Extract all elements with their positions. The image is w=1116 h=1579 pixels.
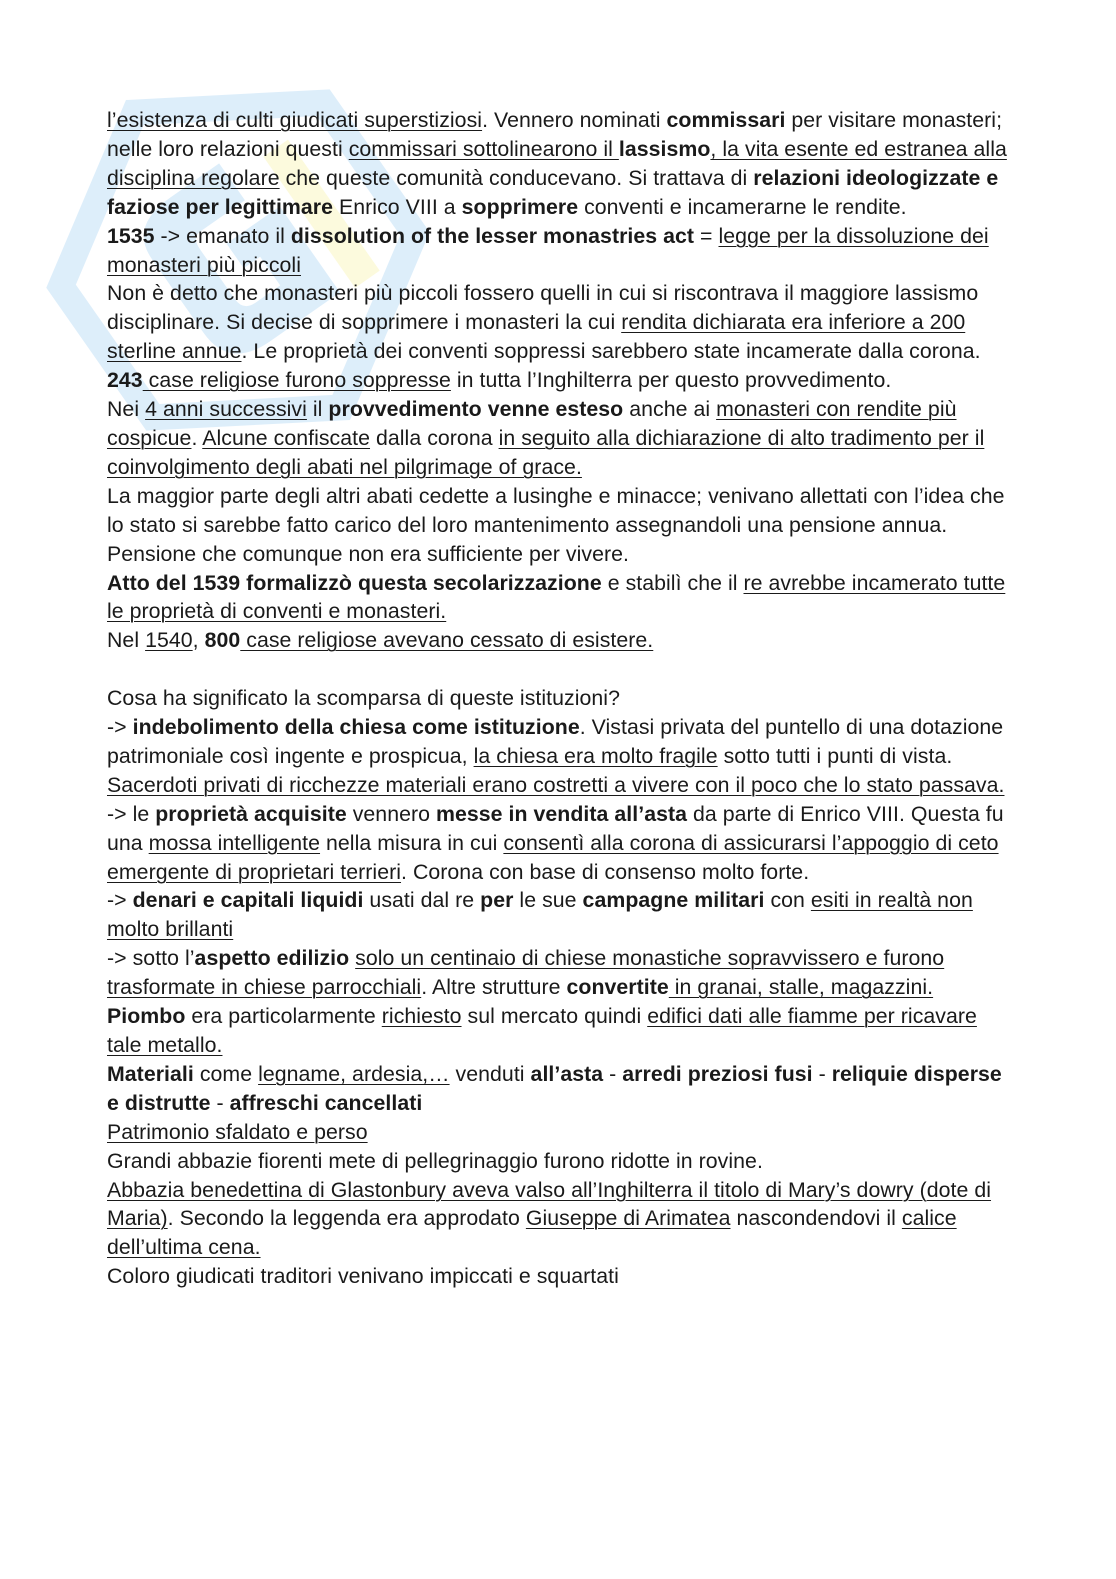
bold-text: arredi preziosi fusi: [622, 1061, 813, 1086]
bold-text: Piombo: [107, 1004, 186, 1029]
paragraph: [107, 222, 1017, 280]
text-run: dalla corona: [370, 425, 499, 450]
paragraph: [107, 800, 1017, 887]
text-run: . Le proprietà dei conventi soppressi sarebbero state incamerate dalla corona.: [241, 339, 981, 364]
paragraph: [107, 279, 1017, 395]
bold-text: dissolution of the lesser monastries act: [290, 223, 695, 248]
underlined-text: 1540: [145, 628, 193, 653]
paragraph: [107, 1176, 1017, 1263]
bold-text: 800: [204, 628, 241, 653]
text-run: ->: [107, 888, 133, 913]
bold-text: relazioni ideologizzate e faziose per legittimare: [107, 165, 999, 219]
underlined-text: commissari sottolinearono il: [348, 136, 619, 161]
paragraph: [107, 1002, 1017, 1060]
text-run: Grandi abbazie fiorenti mete di pellegrinaggio furono ridotte in rovine.: [107, 1148, 763, 1173]
text-run: Cosa ha significato la scomparsa di queste istituzioni?: [107, 686, 620, 711]
text-run: ,: [192, 628, 205, 653]
paragraph: [107, 1262, 1017, 1291]
underlined-text: , la vita esente ed estranea alla disciplina regolare: [107, 136, 1007, 190]
text-run: Nel: [107, 628, 146, 653]
underlined-text: in granai, stalle, magazzini.: [668, 975, 934, 1000]
text-run: La maggior parte degli altri abati cedette a lusinghe e minacce; venivano allettati con l’idea che lo stato si sarebbe fatto carico del loro mantenimento assegnandoli una pensione annua. Pensione che comunque non era sufficiente per vivere.: [107, 483, 1005, 566]
bold-text: campagne militari: [582, 888, 765, 913]
text-run: come: [193, 1061, 259, 1086]
underlined-text: legname, ardesia,…: [258, 1061, 450, 1086]
text-run: -: [210, 1090, 230, 1115]
underlined-text: solo un centinaio di chiese monastiche sopravvissero e furono trasformate in chiese parrocchiali: [107, 946, 945, 1000]
text-run: venduti: [449, 1061, 531, 1086]
bold-text: proprietà acquisite: [155, 801, 347, 826]
text-run: . Secondo la leggenda era approdato: [167, 1206, 526, 1231]
text-run: . Vistasi privata del puntello di una dotazione patrimoniale così ingente e prospicua,: [107, 715, 1004, 768]
paragraph: [107, 1060, 1017, 1118]
text-run: le sue: [513, 888, 583, 913]
text-run: -> le: [107, 801, 156, 826]
underlined-text: monasteri con rendite più cospicue: [107, 397, 957, 450]
underlined-text: 4 anni successivi: [145, 397, 307, 422]
text-run: che queste comunità conducevano. Si trattava di: [279, 165, 754, 190]
underlined-text: Abbazia benedettina di Glastonbury aveva valso all’Inghilterra il titolo di Mary’s dowry (dote di Maria): [107, 1177, 992, 1231]
underlined-text: re avrebbe incamerato tutte le proprietà di conventi e monasteri.: [107, 570, 1006, 624]
bold-text: messe in vendita all’asta: [436, 801, 688, 826]
text-run: -: [603, 1061, 623, 1086]
underlined-text: Patrimonio sfaldato e perso: [107, 1119, 368, 1144]
text-run: anche ai: [623, 397, 717, 422]
paragraph: [107, 886, 1017, 944]
paragraph: [107, 713, 1017, 800]
text-run: per visitare monasteri; nelle loro relazioni questi: [107, 108, 1003, 161]
text-run: nella misura in cui: [320, 830, 504, 855]
paragraph: [107, 1147, 1017, 1176]
underlined-text: Sacerdoti privati di ricchezze materiali erano costretti a vivere con il poco che lo stato passava.: [107, 772, 1005, 797]
underlined-text: case religiose furono soppresse: [142, 368, 451, 393]
underlined-text: edifici dati alle fiamme per ricavare tale metallo.: [107, 1004, 977, 1057]
text-run: . Altre strutture: [421, 975, 567, 1000]
text-run: -> emanato il: [154, 223, 291, 248]
text-run: Enrico VIII a: [333, 194, 462, 219]
underlined-text: la chiesa era molto fragile: [473, 743, 718, 768]
paragraph: [107, 569, 1017, 627]
underlined-text: Alcune confiscate: [202, 425, 371, 450]
text-run: in tutta l’Inghilterra per questo provvedimento.: [450, 368, 892, 393]
text-run: il: [306, 397, 329, 422]
text-run: Non è detto che monasteri più piccoli fossero quelli in cui si riscontrava il maggiore lassismo disciplinare. Si decise di sopprimere i monasteri la cui: [107, 281, 979, 335]
text-run: .: [191, 425, 203, 450]
bold-text: per: [480, 888, 514, 913]
paragraph: [107, 482, 1017, 569]
bold-text: sopprimere: [461, 194, 579, 219]
bold-text: all’asta: [530, 1061, 604, 1086]
text-run: conventi e incamerarne le rendite.: [578, 194, 907, 219]
document-body: [107, 106, 1017, 1291]
underlined-text: richiesto: [381, 1004, 462, 1029]
text-run: nascondendovi il: [730, 1206, 902, 1231]
underlined-text: mossa intelligente: [148, 830, 321, 855]
paragraph: [107, 684, 1017, 713]
text-run: Nei: [107, 397, 146, 422]
text-run: era particolarmente: [185, 1004, 382, 1029]
bold-text: affreschi cancellati: [229, 1090, 423, 1115]
bold-text: convertite: [566, 975, 669, 1000]
bold-text: lassismo: [618, 136, 711, 161]
text-run: e stabilì che il: [601, 570, 744, 595]
text-run: sotto tutti i punti di vista.: [717, 743, 953, 768]
underlined-text: rendita dichiarata era inferiore a 200 sterline annue: [107, 310, 966, 364]
bold-text: provvedimento venne esteso: [328, 397, 624, 422]
bold-text: commissari: [666, 108, 786, 132]
text-run: da parte di Enrico VIII. Questa fu una: [107, 801, 1004, 855]
text-run: =: [694, 223, 719, 248]
text-run: usati dal re: [363, 888, 481, 913]
text-run: Coloro giudicati traditori venivano impiccati e squartati: [107, 1264, 619, 1289]
text-run: -: [812, 1061, 832, 1086]
underlined-text: legge per la dissoluzione dei monasteri più piccoli: [107, 223, 989, 277]
underlined-text: in seguito alla dichiarazione di alto tradimento per il coinvolgimento degli abati nel pilgrimage of grace.: [107, 425, 985, 479]
underlined-text: Giuseppe di Arimatea: [525, 1206, 731, 1231]
paragraph: [107, 626, 1017, 655]
paragraph: [107, 106, 1017, 222]
bold-text: aspetto edilizio: [194, 946, 350, 971]
paragraph: [107, 944, 1017, 1002]
underlined-text: case religiose avevano cessato di esistere.: [240, 628, 654, 653]
bold-text: 1535: [107, 223, 155, 248]
bold-text: Atto del 1539 formalizzò questa secolarizzazione: [107, 570, 602, 595]
bold-text: reliquie disperse e distrutte: [107, 1061, 1002, 1115]
bold-text: 243: [107, 368, 143, 393]
text-run: sul mercato quindi: [461, 1004, 648, 1029]
text-run: -> sotto l’: [107, 946, 195, 971]
bold-text: denari e capitali liquidi: [132, 888, 364, 913]
bold-text: Materiali: [107, 1061, 194, 1086]
bold-text: indebolimento della chiesa come istituzione: [132, 715, 580, 740]
text-run: ->: [107, 715, 133, 740]
underlined-text: consentì alla corona di assicurarsi l’appoggio di ceto emergente di proprietari terrieri: [107, 830, 999, 884]
paragraph: [107, 395, 1017, 482]
text-run: . Vennero nominati: [482, 108, 667, 132]
text-run: . Corona con base di consenso molto forte.: [401, 859, 810, 884]
underlined-text: esiti in realtà non molto brillanti: [107, 888, 973, 942]
text-run: vennero: [346, 801, 436, 826]
text-run: con: [764, 888, 811, 913]
underlined-text: l’esistenza di culti giudicati superstiziosi: [107, 108, 483, 132]
paragraph-spacer: [107, 655, 1017, 684]
underlined-text: calice dell’ultima cena.: [107, 1206, 957, 1260]
paragraph: [107, 1118, 1017, 1147]
